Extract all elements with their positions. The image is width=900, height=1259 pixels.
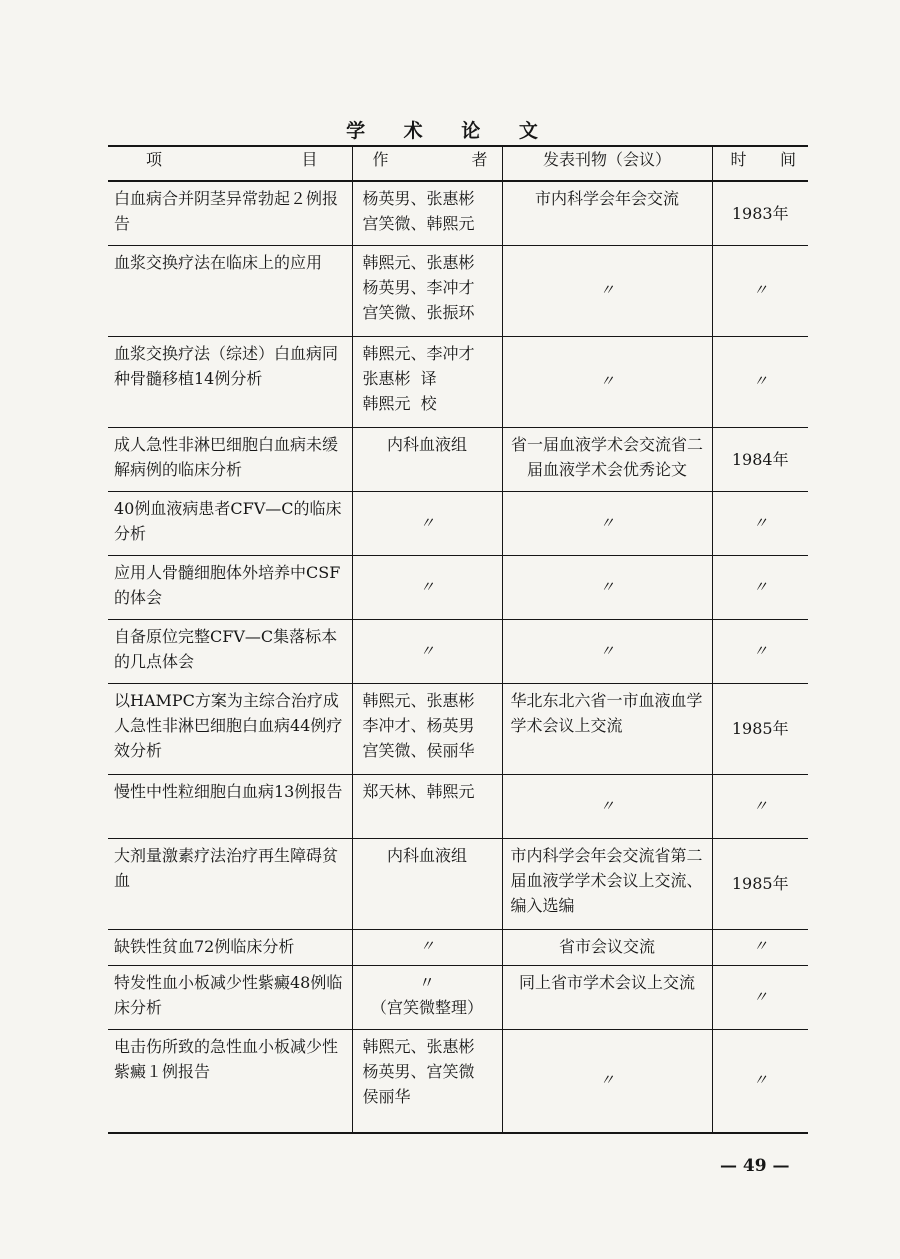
cell-journal: 省一届血液学术会交流省二届血液学术会优秀论文 [502, 427, 712, 491]
table-row [108, 838, 808, 929]
cell-time: 〃 [712, 774, 808, 838]
cell-project: 白血病合并阴茎异常勃起２例报告 [108, 181, 352, 245]
cell-journal: 〃 [502, 245, 712, 336]
header-journal: 发表刊物（会议） [502, 146, 712, 181]
cell-time: 1985年 [712, 838, 808, 929]
table-row [108, 181, 808, 245]
cell-time: 〃 [712, 619, 808, 683]
table-row [108, 929, 808, 965]
cell-authors: 韩熙元、张惠彬 李冲才、杨英男 宫笑微、侯丽华 [352, 683, 502, 774]
cell-journal: 市内科学会年会交流 [502, 181, 712, 245]
cell-authors: 内科血液组 [352, 427, 502, 491]
table-header-row [108, 146, 808, 181]
cell-time: 〃 [712, 965, 808, 1029]
cell-time: 〃 [712, 336, 808, 427]
cell-project: 以HAMPC方案为主综合治疗成人急性非淋巴细胞白血病44例疗效分析 [108, 683, 352, 774]
cell-journal: 〃 [502, 555, 712, 619]
cell-project: 慢性中性粒细胞白血病13例报告 [108, 774, 352, 838]
cell-journal: 〃 [502, 491, 712, 555]
table-row [108, 555, 808, 619]
cell-journal: 省市会议交流 [502, 929, 712, 965]
cell-journal: 〃 [502, 619, 712, 683]
cell-journal: 华北东北六省一市血液血学学术会议上交流 [502, 683, 712, 774]
cell-project: 血浆交换疗法（综述）白血病同种骨髓移植14例分析 [108, 336, 352, 427]
cell-authors: 郑天林、韩熙元 [352, 774, 502, 838]
cell-project: 40例血液病患者CFV—C的临床分析 [108, 491, 352, 555]
table-row [108, 774, 808, 838]
cell-authors: 韩熙元、李冲才 张惠彬 译 韩熙元 校 [352, 336, 502, 427]
cell-project: 特发性血小板减少性紫癜48例临床分析 [108, 965, 352, 1029]
cell-project: 成人急性非淋巴细胞白血病未缓解病例的临床分析 [108, 427, 352, 491]
papers-table [108, 145, 808, 1134]
cell-authors: 〃 [352, 929, 502, 965]
cell-authors: 内科血液组 [352, 838, 502, 929]
cell-project: 应用人骨髓细胞体外培养中CSF的体会 [108, 555, 352, 619]
cell-time: 1985年 [712, 683, 808, 774]
table-row [108, 1029, 808, 1133]
cell-project: 自备原位完整CFV—C集落标本的几点体会 [108, 619, 352, 683]
cell-journal: 〃 [502, 336, 712, 427]
header-project: 项 目 [108, 146, 352, 181]
cell-project: 电击伤所致的急性血小板减少性紫癜１例报告 [108, 1029, 352, 1133]
cell-authors: 韩熙元、张惠彬 杨英男、李冲才 宫笑微、张振环 [352, 245, 502, 336]
table-row [108, 491, 808, 555]
cell-time: 1984年 [712, 427, 808, 491]
cell-journal: 〃 [502, 774, 712, 838]
table-row [108, 427, 808, 491]
table-row [108, 683, 808, 774]
cell-project: 大剂量激素疗法治疗再生障碍贫血 [108, 838, 352, 929]
cell-authors: 〃 [352, 619, 502, 683]
cell-journal: 市内科学会年会交流省第二届血液学学术会议上交流、编入选编 [502, 838, 712, 929]
page-title: 学 术 论 文 [346, 120, 554, 142]
cell-time: 1983年 [712, 181, 808, 245]
cell-time: 〃 [712, 929, 808, 965]
table-row [108, 619, 808, 683]
cell-time: 〃 [712, 555, 808, 619]
cell-journal: 同上省市学术会议上交流 [502, 965, 712, 1029]
cell-time: 〃 [712, 1029, 808, 1133]
cell-authors: 〃 [352, 555, 502, 619]
header-time: 时 间 [712, 146, 808, 181]
table-row [108, 245, 808, 336]
page-number: — 49 — [720, 1156, 790, 1176]
header-author: 作 者 [352, 146, 502, 181]
cell-project: 缺铁性贫血72例临床分析 [108, 929, 352, 965]
table-row [108, 336, 808, 427]
cell-authors: 〃 [352, 491, 502, 555]
cell-journal: 〃 [502, 1029, 712, 1133]
cell-project: 血浆交换疗法在临床上的应用 [108, 245, 352, 336]
cell-authors: 韩熙元、张惠彬 杨英男、宫笑微 侯丽华 [352, 1029, 502, 1133]
table-row [108, 965, 808, 1029]
cell-time: 〃 [712, 245, 808, 336]
cell-authors: 杨英男、张惠彬 宫笑微、韩熙元 [352, 181, 502, 245]
cell-authors: 〃 （宫笑微整理） [352, 965, 502, 1029]
cell-time: 〃 [712, 491, 808, 555]
